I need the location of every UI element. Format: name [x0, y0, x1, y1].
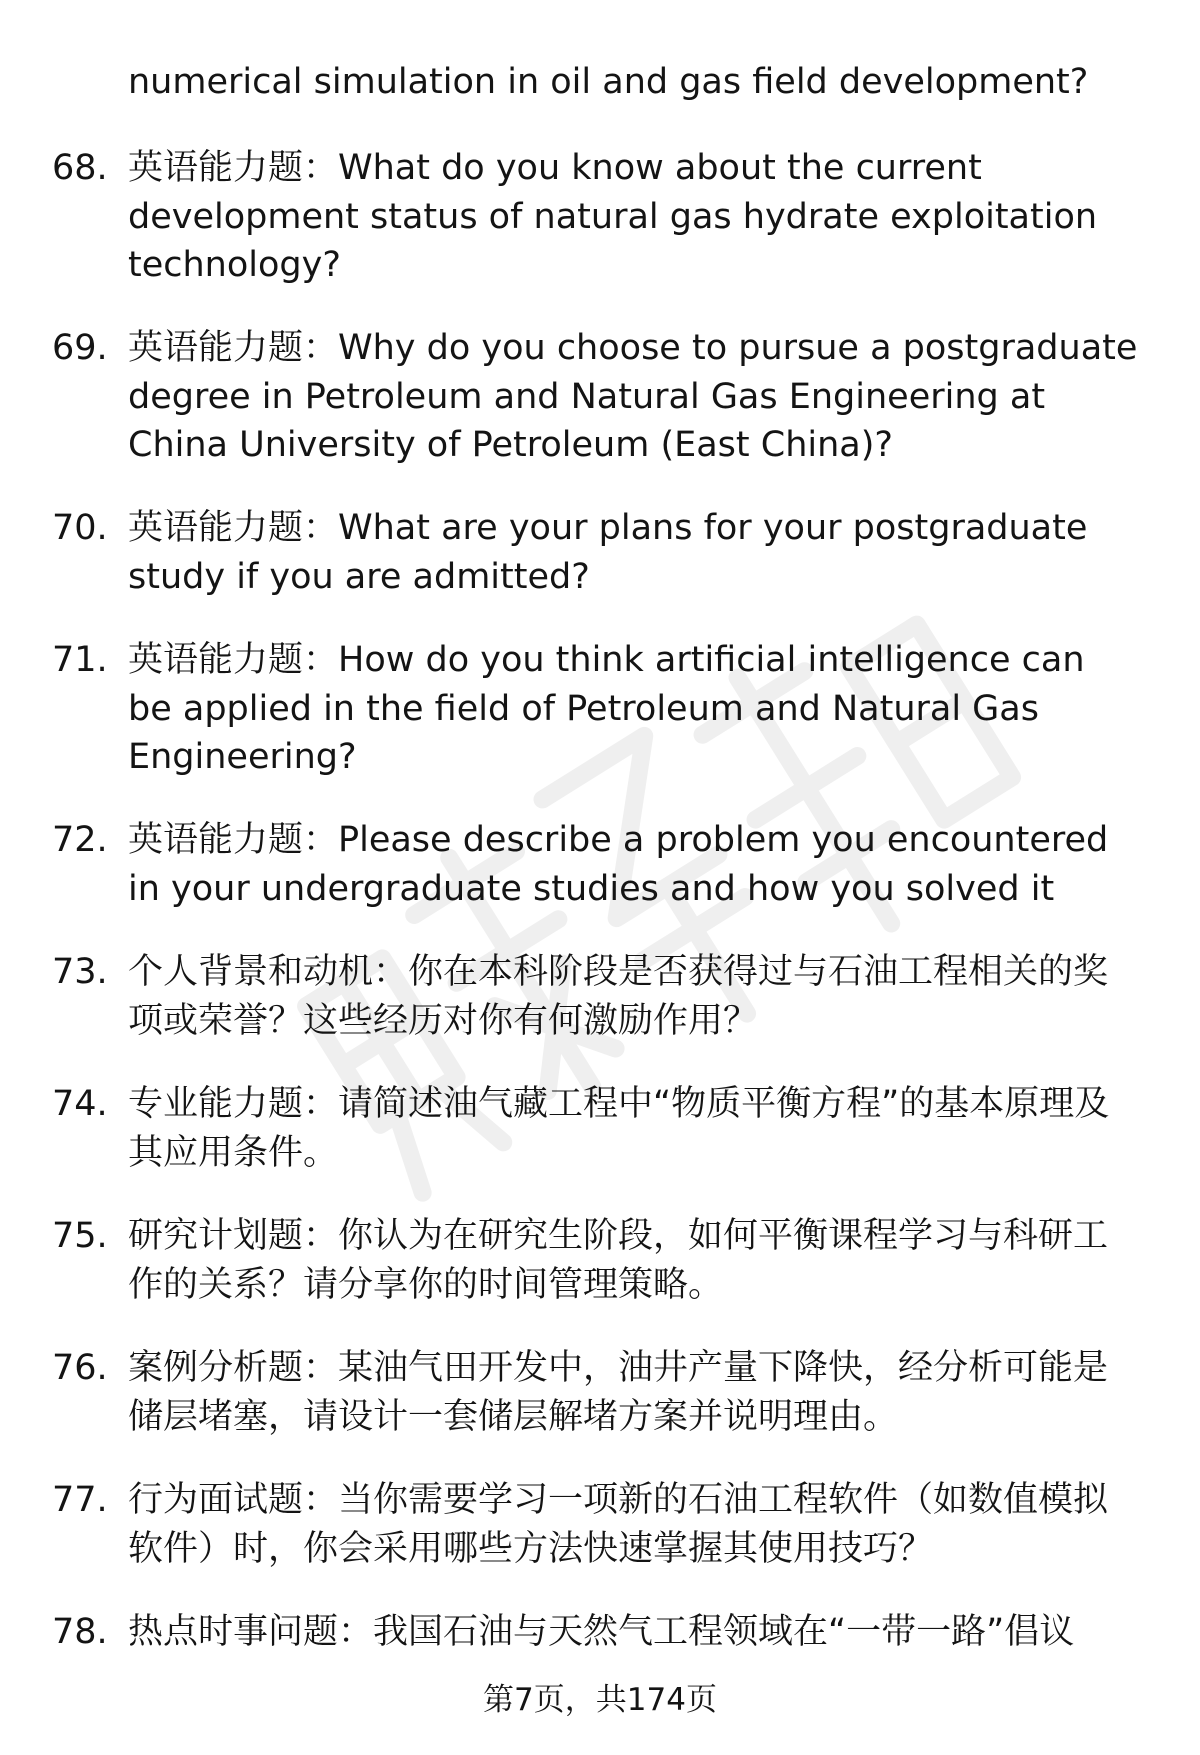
question-text: 英语能力题：How do you think artificial intelligence can be applied in the field of Petroleum and Natural Gas Engineering? — [128, 640, 1085, 777]
question-text: 专业能力题：请简述油气藏工程中“物质平衡方程”的基本原理及其应用条件。 — [128, 1084, 1110, 1173]
question-number: 68. — [52, 148, 108, 188]
page-footer: 第7页，共174页 — [483, 1682, 717, 1718]
question-number: 71. — [52, 640, 108, 680]
question-text: 英语能力题：Please describe a problem you encountered in your undergraduate studies and how you solved it — [128, 820, 1109, 909]
question-number: 78. — [52, 1612, 108, 1652]
question-text: 英语能力题：What do you know about the current development status of natural gas hydrate exploitation technology? — [128, 148, 1098, 285]
question-number: 77. — [52, 1480, 108, 1520]
question-number: 74. — [52, 1084, 108, 1124]
continued-question-text: numerical simulation in oil and gas field development? — [128, 62, 1089, 102]
question-text: 个人背景和动机：你在本科阶段是否获得过与石油工程相关的奖项或荣誉？这些经历对你有何激励作用？ — [128, 952, 1109, 1041]
question-text: 研究计划题：你认为在研究生阶段，如何平衡课程学习与科研工作的关系？请分享你的时间管理策略。 — [128, 1216, 1109, 1305]
question-text: 案例分析题：某油气田开发中，油井产量下降快，经分析可能是储层堵塞，请设计一套储层解堵方案并说明理由。 — [128, 1348, 1109, 1437]
question-number: 72. — [52, 820, 108, 860]
question-number: 69. — [52, 328, 108, 368]
question-text: 英语能力题：Why do you choose to pursue a postgraduate degree in Petroleum and Natural Gas Engineering at China University of Petroleum (East China)? — [128, 328, 1138, 465]
question-text: 热点时事问题：我国石油与天然气工程领域在“一带一路”倡议 — [128, 1612, 1075, 1652]
question-number: 73. — [52, 952, 108, 992]
question-text: 英语能力题：What are your plans for your postgraduate study if you are admitted? — [128, 508, 1088, 597]
question-number: 75. — [52, 1216, 108, 1256]
question-number: 70. — [52, 508, 108, 548]
question-text: 行为面试题：当你需要学习一项新的石油工程软件（如数值模拟软件）时，你会采用哪些方法快速掌握其使用技巧？ — [128, 1480, 1109, 1569]
question-number: 76. — [52, 1348, 108, 1388]
